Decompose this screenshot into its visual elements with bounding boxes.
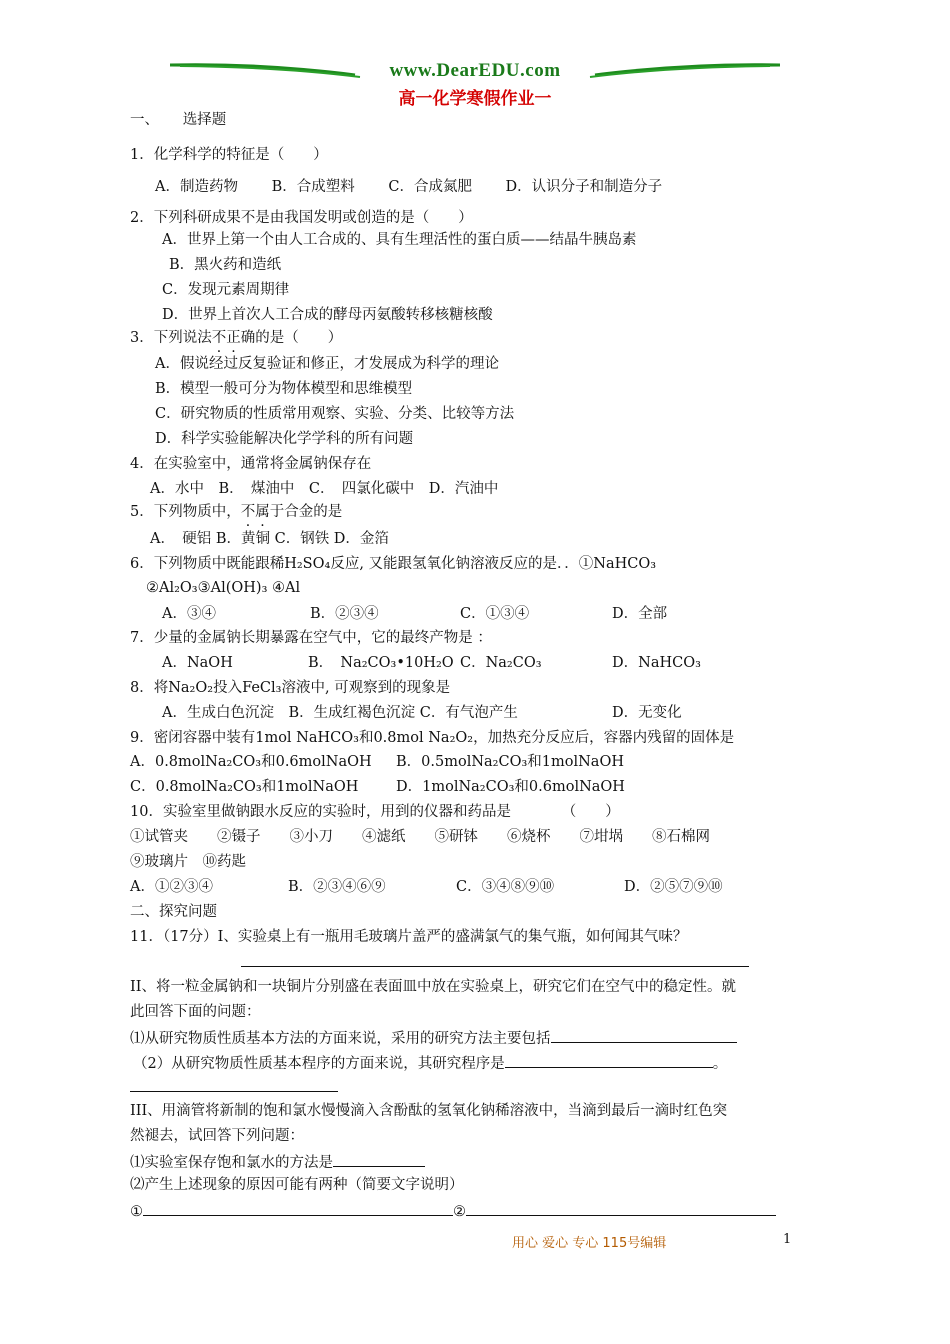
question-11-part-3-answers: ① ② (130, 1200, 776, 1222)
question-1-stem: 1．化学科学的特征是（ ） (130, 147, 328, 163)
question-2-stem: 2．下列科研成果不是由我国发明或创造的是（ ） (130, 210, 473, 226)
question-8-options: A．生成白色沉淀 B．生成红褐色沉淀 C．有气泡产生 (162, 705, 518, 721)
answer-line[interactable] (241, 966, 749, 967)
question-4-options: A．水中 B． 煤油中 C． 四氯化碳中 D．汽油中 (150, 481, 499, 497)
question-10-option-c: C．③④⑧⑨⑩ (456, 879, 555, 895)
question-6-option-a: A．③④ (162, 606, 216, 622)
answer-blank[interactable] (333, 1151, 425, 1167)
question-10-stem: 10．实验室里做钠跟水反应的实验时，用到的仪器和药品是 （ ） (130, 804, 620, 820)
answer-blank[interactable] (551, 1027, 737, 1043)
question-7-option-b: B． Na₂CO₃•10H₂O (308, 655, 454, 671)
question-5-stem: 5．下列物质中，不属于合金的是 (130, 504, 343, 520)
question-11-part-3-q2: ⑵产生上述现象的原因可能有两种（简要文字说明） (130, 1177, 464, 1193)
question-7-option-c: C．Na₂CO₃ (460, 655, 542, 671)
question-11-part-3-intro: III、用滴管将新制的饱和氯水慢慢滴入含酚酞的氢氧化钠稀溶液中，当滴到最后一滴时红色突 (130, 1103, 728, 1119)
question-6-option-b: B．②③④ (310, 606, 379, 622)
question-3-option-b: B．模型一般可分为物体模型和思维模型 (155, 381, 413, 397)
question-3-option-c: C．研究物质的性质常用观察、实验、分类、比较等方法 (155, 406, 515, 422)
question-9-option-a: A．0.8molNa₂CO₃和0.6molNaOH (130, 754, 372, 770)
question-2-option-c: C．发现元素周期律 (162, 282, 290, 298)
question-9-stem: 9．密闭容器中装有1mol NaHCO₃和0.8mol Na₂O₂，加热充分反应后，容器内残留的固体是 (130, 730, 735, 746)
site-logo: www.DearEDU.com (389, 60, 561, 81)
question-6-option-d: D．全部 (612, 606, 668, 622)
answer-line[interactable] (130, 1091, 338, 1092)
question-3-stem: 3．下列说法不正确的是（ ） (130, 330, 343, 346)
question-9-option-d: D．1molNa₂CO₃和0.6molNaOH (396, 779, 625, 795)
question-11-part-2-intro-2: 此回答下面的问题： (130, 1004, 261, 1020)
question-11-part-3-intro-2: 然褪去，试回答下列问题： (130, 1128, 304, 1144)
question-10-items-1: ①试管夹 ②镊子 ③小刀 ④滤纸 ⑤研钵 ⑥烧杯 ⑦坩埚 ⑧石棉网 (130, 829, 710, 845)
question-7-option-d: D．NaHCO₃ (612, 655, 701, 671)
question-3-option-a: A．假说经过反复验证和修正，才发展成为科学的理论 (155, 356, 499, 372)
answer-blank-1[interactable] (143, 1200, 453, 1216)
question-3-option-d: D．科学实验能解决化学学科的所有问题 (155, 431, 414, 447)
page-number: 1 (783, 1232, 792, 1247)
question-4-stem: 4．在实验室中，通常将金属钠保存在 (130, 456, 372, 472)
question-10-items-2: ⑨玻璃片 ⑩药匙 (130, 854, 246, 870)
question-11-part-3-q1: ⑴实验室保存饱和氯水的方法是 (130, 1151, 425, 1173)
question-1-options: A．制造药物 B．合成塑料 C．合成氮肥 D．认识分子和制造分子 (155, 179, 663, 195)
question-8-option-d: D．无变化 (612, 705, 682, 721)
question-7-stem: 7．少量的金属钠长期暴露在空气中，它的最终产物是 ： (130, 630, 492, 646)
question-9-option-b: B．0.5molNa₂CO₃和1molNaOH (396, 754, 624, 770)
question-2-option-d: D．世界上首次人工合成的酵母丙氨酸转移核糖核酸 (162, 307, 493, 323)
question-10-option-d: D．②⑤⑦⑨⑩ (624, 879, 723, 895)
question-6-stem-2: ②Al₂O₃③Al(OH)₃ ④Al (146, 580, 301, 596)
question-11-stem: 11．（17分）I、实验桌上有一瓶用毛玻璃片盖严的盛满氯气的集气瓶，如何闻其气味？ (130, 929, 688, 945)
question-6-stem: 6．下列物质中既能跟稀H₂SO₄反应, 又能跟氢氧化钠溶液反应的是．．①NaHCO₃ (130, 556, 657, 572)
question-11-part-2-q2: （2）从研究物质性质基本程序的方面来说，其研究程序是 。 (133, 1052, 727, 1074)
answer-blank-2[interactable] (466, 1200, 776, 1216)
section-heading: 一、 选择题 (130, 112, 227, 128)
footer-note: 用心 爱心 专心 115号编辑 (512, 1236, 667, 1251)
question-10-option-b: B．②③④⑥⑨ (288, 879, 386, 895)
question-11-part-2-q1: ⑴从研究物质性质基本方法的方面来说，采用的研究方法主要包括 (130, 1027, 737, 1049)
question-7-option-a: A．NaOH (162, 655, 233, 671)
answer-blank[interactable] (505, 1052, 713, 1068)
question-10-option-a: A．①②③④ (130, 879, 213, 895)
question-6-option-c: C．①③④ (460, 606, 530, 622)
section-heading-2: 二、探究问题 (130, 904, 217, 920)
question-8-stem: 8．将Na₂O₂投入FeCl₃溶液中, 可观察到的现象是 (130, 680, 451, 696)
question-5-options: A． 硬铝 B．黄铜 C．钢铁 D．金箔 (150, 531, 389, 547)
question-2-option-b: B．黑火药和造纸 (169, 257, 282, 273)
question-9-option-c: C．0.8molNa₂CO₃和1molNaOH (130, 779, 359, 795)
page-title: 高一化学寒假作业一 (398, 89, 552, 109)
question-2-option-a: A．世界上第一个由人工合成的、具有生理活性的蛋白质——结晶牛胰岛素 (162, 232, 637, 248)
question-11-part-2-intro: II、将一粒金属钠和一块铜片分别盛在表面皿中放在实验桌上，研究它们在空气中的稳定性。就 (130, 979, 736, 995)
